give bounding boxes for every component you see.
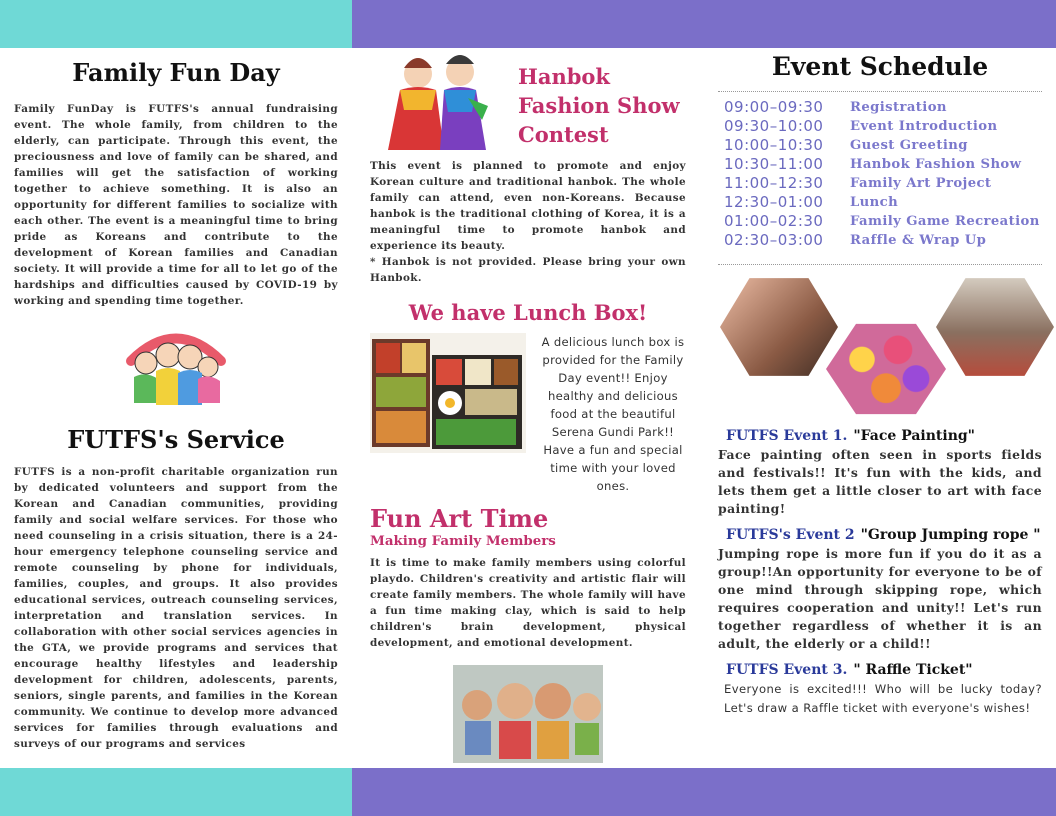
hanbok-children-photo: [370, 50, 506, 150]
event-body: Jumping rope is more fun if you do it as a group!!An opportunity for everyone to be of one mind through skipping rope, which requires cooperation and unity!! Let's run together regardless of whether it is an adult, the elderly or a child!!: [718, 546, 1042, 651]
bottom-left-band: [0, 768, 352, 816]
event-block-2: [718, 524, 1042, 653]
hanbok-title-line3: Contest: [518, 122, 609, 147]
schedule-event: Hanbok Fashion Show: [850, 157, 1022, 172]
schedule-event: Lunch: [850, 195, 899, 210]
schedule-event: Registration: [850, 100, 947, 115]
schedule-time: 10:30–11:00: [724, 155, 824, 173]
art-subtitle: Making Family Members: [370, 533, 556, 549]
schedule-title: Event Schedule: [771, 52, 989, 81]
lunch-title: We have Lunch Box!: [408, 300, 648, 325]
event-block-3: [718, 659, 1042, 718]
balloons-photo: [826, 321, 946, 417]
schedule-time: 09:00–09:30: [724, 98, 824, 116]
schedule-event: Raffle & Wrap Up: [850, 233, 987, 248]
hanbok-title-line1: Hanbok: [518, 64, 610, 89]
hanbok-title: [518, 62, 680, 149]
schedule-row: [724, 193, 1042, 212]
jumping-rope-photo: [936, 275, 1054, 379]
event-block-1: [718, 425, 1042, 518]
face-painting-photo: [720, 275, 838, 379]
schedule-row: [724, 117, 1042, 136]
schedule-time: 01:00–02:30: [724, 212, 824, 230]
schedule-event: Guest Greeting: [850, 138, 968, 153]
event-photos: [718, 275, 1042, 395]
art-body: It is time to make family members using colorful playdo. Children's creativity and artistic flair will create family members. The whole family will have a fun time making clay, which is said to help children's brain development, physical development, and emotional development.: [370, 557, 686, 649]
top-left-band: [0, 0, 352, 48]
event-name: " Raffle Ticket": [853, 662, 973, 678]
event-heading: [718, 524, 1042, 543]
bottom-right-band: [352, 768, 1056, 816]
schedule-event: Family Art Project: [850, 176, 992, 191]
service-body: FUTFS is a non-profit charitable organization run by dedicated volunteers and support from the Korean and Canadian communities, providing family and social welfare services. For those who need counseling in a crisis situation, there is a 24-hour emergency telephone counseling service and remote counseling by phone for individuals, families, couples, and groups. It also provides educational services, outreach counseling services, interpretation and translation services. In collaboration with other social services agencies in the GTA, we provide programs and services that encourage healthy lifestyles and leadership development for children, adolescents, parents, seniors, single parents, and families in the Korean community. We continue to develop more advanced services for families through evaluations and surveys of our programs and services: [14, 466, 338, 750]
schedule-event: Family Game Recreation: [850, 214, 1040, 229]
schedule-row: [724, 174, 1042, 193]
hanbok-body: This event is planned to promote and enjoy Korean culture and traditional hanbok. The whole family can attend, even non-Koreans. Because hanbok is the traditional clothing of Korea, it is a meaningful time to promote hanbok and experience its beauty.: [370, 160, 686, 252]
event-name: "Group Jumping rope ": [860, 527, 1041, 543]
top-right-band: [352, 0, 1056, 48]
family-hug-illustration: [116, 321, 236, 411]
hanbok-note: * Hanbok is not provided. Please bring your own Hanbok.: [370, 256, 686, 284]
clay-figures-photo: [453, 665, 603, 763]
event-heading: [718, 659, 1042, 678]
schedule-row: [724, 98, 1042, 117]
event-body: Face painting often seen in sports fields and festivals!! It's fun with the kids, and lets them get a little closer to art with face painting!: [718, 447, 1042, 516]
event-heading: [718, 425, 1042, 444]
schedule-row: [724, 231, 1042, 250]
event-label: FUTFS's Event 2: [726, 527, 855, 543]
schedule-time: 10:00–10:30: [724, 136, 824, 154]
schedule-time: 12:30–01:00: [724, 193, 824, 211]
event-body: Everyone is excited!!! Who will be lucky today? Let's draw a Raffle ticket with everyone's wishes!: [724, 682, 1042, 715]
middle-panel: [352, 48, 704, 768]
service-title: FUTFS's Service: [67, 425, 285, 454]
event-name: "Face Painting": [853, 428, 975, 444]
event-label: FUTFS Event 1.: [726, 428, 848, 444]
schedule-event: Event Introduction: [850, 119, 998, 134]
family-fun-day-title: Family Fun Day: [72, 58, 280, 87]
schedule-table: [718, 91, 1042, 250]
lunch-box-photo: [370, 333, 526, 453]
left-panel: [0, 48, 352, 768]
event-label: FUTFS Event 3.: [726, 662, 848, 678]
schedule-row: [724, 136, 1042, 155]
art-title: Fun Art Time: [370, 504, 549, 533]
schedule-row: [724, 155, 1042, 174]
schedule-time: 02:30–03:00: [724, 231, 824, 249]
schedule-time: 11:00–12:30: [724, 174, 824, 192]
right-panel: [704, 48, 1056, 768]
schedule-row: [724, 212, 1042, 231]
hanbok-title-line2: Fashion Show: [518, 93, 680, 118]
family-fun-day-body: Family FunDay is FUTFS's annual fundraising event. The whole family, from children to the elderly, can participate. Through this event, the preciousness and love of family can be shared, and families will get the satisfaction of working together to achieve something. It is also an opportunity for different families to socialize with each other. The event is a meaningful time to bring pride as Koreans and contribute to the development of Korean families and Canadian society. It will provide a time for all to let go of the hardships and difficulties caused by COVID-19 by working and spending time together.: [14, 103, 338, 307]
schedule-time: 09:30–10:00: [724, 117, 824, 135]
lunch-body: A delicious lunch box is provided for the Family Day event!! Enjoy healthy and delicious food at the beautiful Serena Gundi Park!! Have a fun and special time with your loved ones.: [541, 335, 685, 493]
